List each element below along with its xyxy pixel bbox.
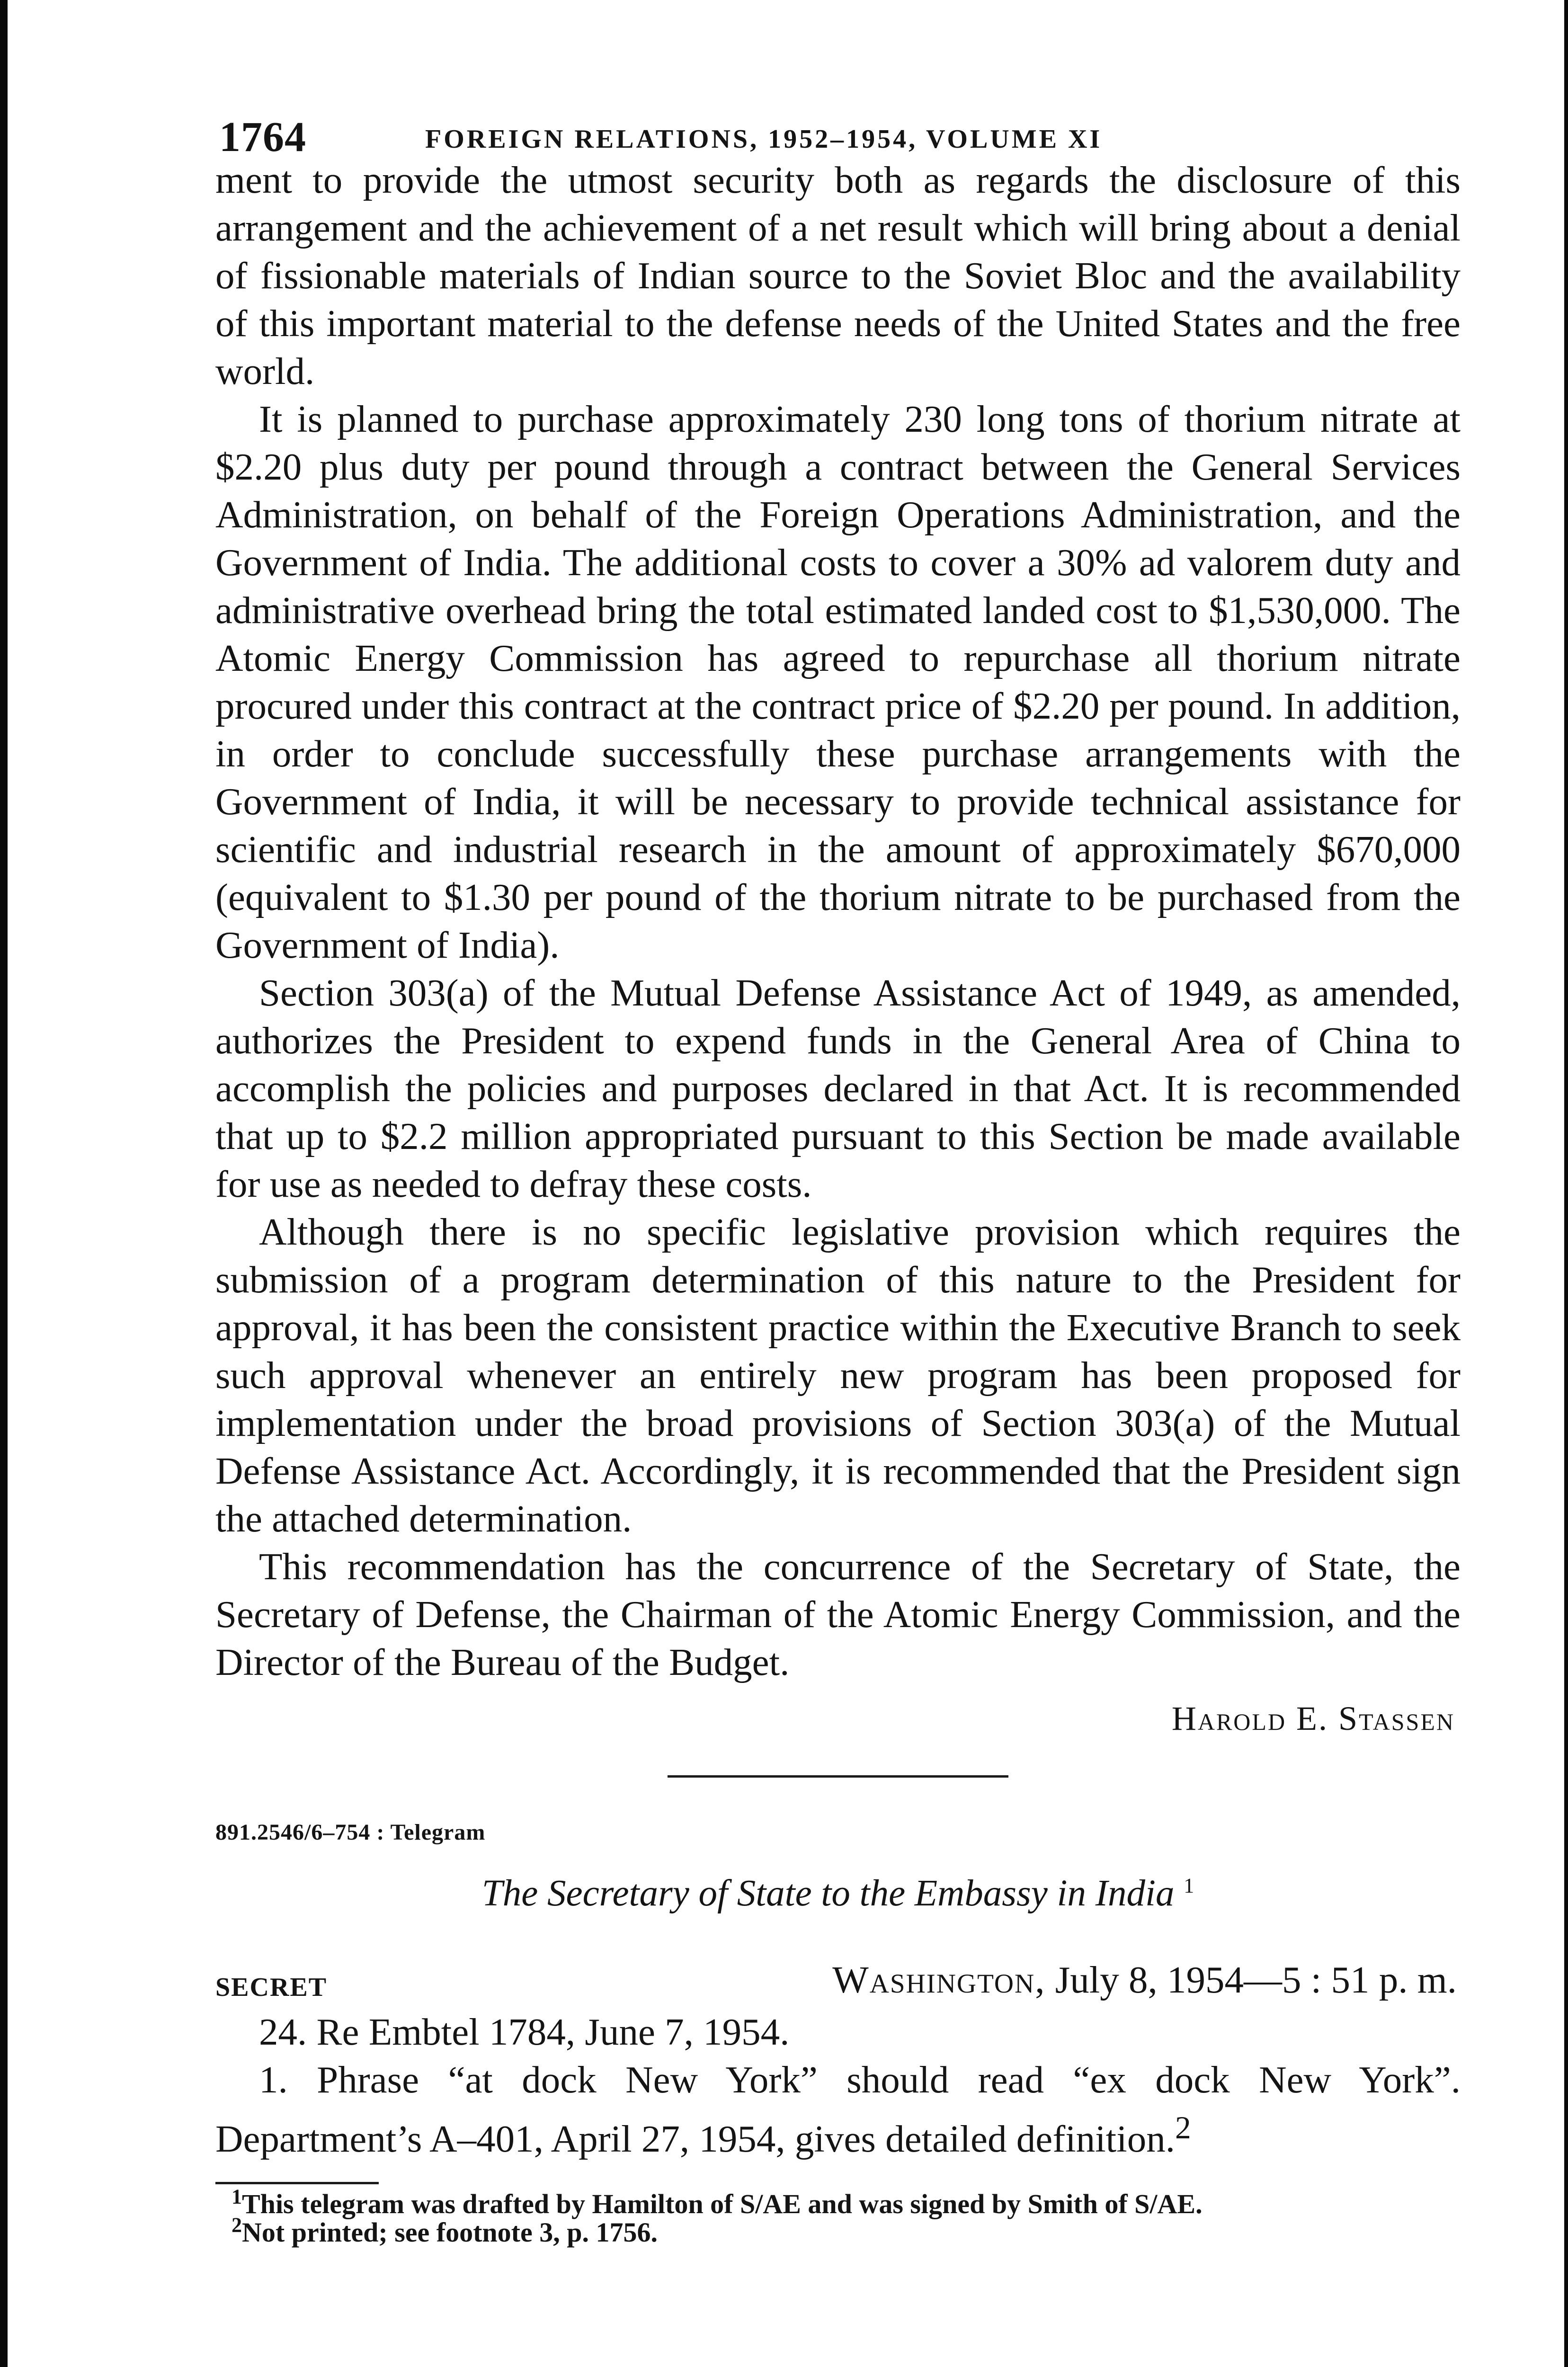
signature: Harold E. Stassen [1171, 1700, 1455, 1737]
document-page [215, 90, 1461, 2247]
scan-border-left [0, 0, 8, 2367]
body-paragraph: This recommendation has the concurrence of the Secretary of State, the Secretary of Defense, the Chairman of the Atomic Energy Commission, and the Director of the Bureau of the Budget. [215, 1545, 1461, 1683]
section-divider [668, 1775, 1008, 1778]
date: July 8, 1954—5 : 51 p. m. [1055, 1958, 1457, 2001]
file-reference: 891.2546/6–754 : Telegram [215, 1820, 486, 1845]
running-title: FOREIGN RELATIONS, 1952–1954, VOLUME XI [425, 125, 1103, 154]
memorandum-body [215, 156, 1461, 1686]
body-paragraph: Section 303(a) of the Mutual Defense Assistance Act of 1949, as amended, authorizes the President to expend funds in the General Area of China to accomplish the policies and purposes declared in that Act. It is recommended that up to $2.2 million appropriated pursuant to this Section be made available for use as needed to defray these costs. [215, 971, 1461, 1205]
footnote-mark: 2 [1175, 2110, 1191, 2145]
place: Washington, [832, 1958, 1046, 2001]
telegram-body [215, 2008, 1461, 2163]
body-paragraph: ment to provide the utmost security both as regards the disclosure of this arrangement and the achievement of a net result which will bring about a denial of fissionable materials of Indian source to the Soviet Bloc and the availability of this important material to the defense needs of the United States and the free world. [215, 159, 1461, 392]
telegram-paragraph [215, 2056, 1461, 2163]
telegram-paragraph: 24. Re Embtel 1784, June 7, 1954. [259, 2011, 790, 2053]
telegram-paragraph-text: 1. Phrase “at dock New York” should read “ex dock New York”. Department’s A–401, April 27, 1954, gives detailed definition. [215, 2058, 1461, 2160]
body-paragraph: It is planned to purchase approximately 230 long tons of thorium nitrate at $2.20 plus duty per pound through a contract between the General Services Administration, on behalf of the Foreign Operations Administration, and the Government of India. The additional costs to cover a 30% ad valorem duty and administrative overhead bring the total estimated landed cost to $1,530,000. The Atomic Energy Commission has agreed to repurchase all thorium nitrate procured under this contract at the contract price of $2.20 per pound. In addition, in order to conclude successfully these purchase arrangements with the Government of India, it will be necessary to provide technical assistance for scientific and industrial research in the amount of approximately $670,000 (equivalent to $1.30 per pound of the thorium nitrate to be purchased from the Government of India). [215, 398, 1461, 966]
footnote-text: Not printed; see footnote 3, p. 1756. [242, 2217, 658, 2248]
place-and-date [832, 1957, 1457, 2002]
document-title [215, 1871, 1461, 1916]
page-number: 1764 [219, 114, 306, 160]
scan-border-right [1564, 0, 1568, 2367]
footnote-divider [215, 2182, 379, 2184]
footnote-mark: 1 [1184, 1874, 1194, 1897]
footnotes [215, 2185, 1461, 2248]
footnote-text: This telegram was drafted by Hamilton of S/AE and was signed by Smith of S/AE. [242, 2189, 1203, 2219]
footnote [215, 2213, 1461, 2248]
footnote [215, 2185, 1461, 2219]
footnote-number: 1 [232, 2185, 242, 2208]
dateline [215, 1957, 1461, 2008]
running-head [215, 90, 1461, 160]
body-paragraph: Although there is no specific legislative provision which requires the submission of a program determination of this nature to the President for approval, it has been the consistent practice within the Executive Branch to seek such approval whenever an entirely new program has been proposed for implementation under the broad provisions of Section 303(a) of the Mutual Defense Assistance Act. Accordingly, it is recommended that the President sign the attached determination. [215, 1210, 1461, 1540]
footnote-number: 2 [232, 2213, 242, 2237]
document-title-text: The Secretary of State to the Embassy in India [481, 1873, 1175, 1914]
classification-label: SECRET [215, 1973, 328, 2002]
